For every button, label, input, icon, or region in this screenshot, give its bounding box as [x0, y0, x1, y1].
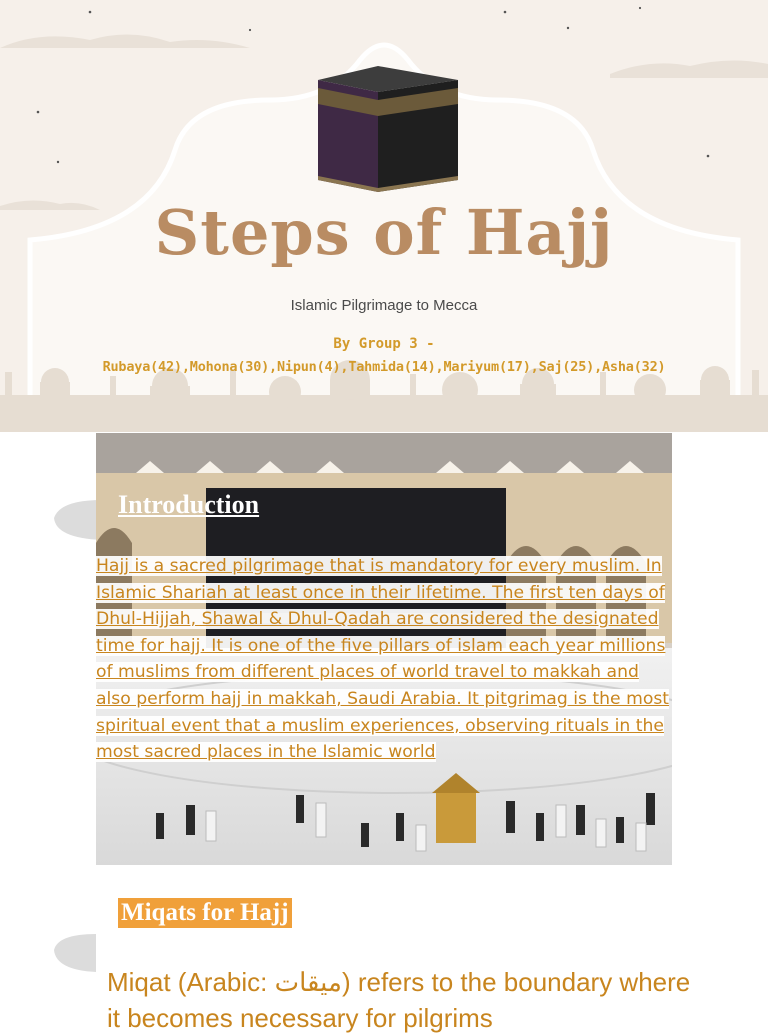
cover-banner — [0, 0, 768, 432]
miqats-heading: Miqats for Hajj — [118, 898, 292, 928]
kaaba-icon — [318, 66, 458, 192]
quote-decoration-icon — [52, 498, 102, 544]
presentation-subtitle: Islamic Pilgrimage to Mecca — [290, 297, 478, 314]
presentation-title: Steps of Hajj — [154, 196, 614, 269]
miqats-text: Miqat (Arabic: ميقات) refers to the boundary where it becomes necessary for pilgrims — [107, 967, 691, 1033]
group-byline: By Group 3 - — [333, 336, 435, 352]
introduction-heading: Introduction — [118, 490, 260, 519]
group-members: Rubaya(42),Mohona(30),Nipun(4),Tahmida(14),Mariyum(17),Saj(25),Asha(32) — [102, 359, 666, 375]
introduction-body: Hajj is a sacred pilgrimage that is mandatory for every muslim. In Islamic Shariah at least once in their lifetime. The first ten days of Dhul-Hijjah, Shawal & Dhul-Qadah are considered the designated time for hajj. It is one of the five pillars of islam each year millions of muslims from different places of world travel to makkah and also perform hajj in makkah, Saudi Arabia. It pitgrimag is the most spiritual event that a muslim experiences, observing rituals in the most sacred places in the Islamic world — [96, 556, 670, 763]
quote-decoration-icon — [52, 932, 96, 976]
introduction-text — [96, 553, 672, 766]
